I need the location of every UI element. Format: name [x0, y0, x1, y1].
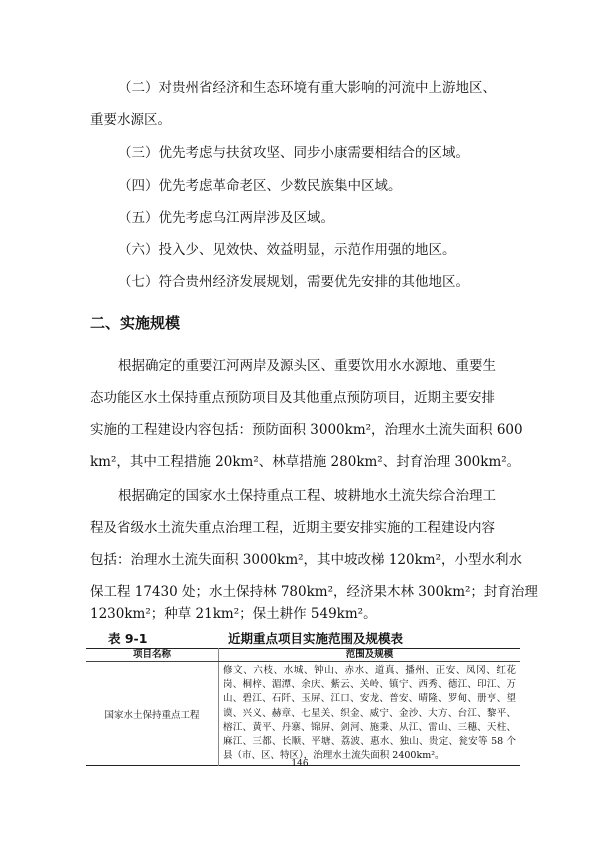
table-header-name: 项目名称 [86, 649, 219, 662]
para2-line-2: 程及省级水土流失重点治理工程，近期主要安排实施的工程建设内容 [90, 520, 495, 536]
para1-line-2: 态功能区水土保持重点预防项目及其他重点预防项目，近期主要安排 [90, 390, 495, 406]
table-cell-project-name: 国家水土保持重点工程 [86, 662, 219, 766]
para2-line-4: 保工程 17430 处；水土保持林 780km²，经济果木林 300km²；封育治理 [90, 584, 538, 600]
para2-line-3: 包括：治理水土流失面积 3000km²，其中坡改梯 120km²，小型水利水 [90, 552, 522, 568]
table-row [86, 662, 520, 766]
para1-line-3: 实施的工程建设内容包括：预防面积 3000km²，治理水土流失面积 600 [90, 422, 523, 438]
criteria-5: （五）优先考虑乌江两岸涉及区域。 [118, 210, 334, 226]
criteria-3: （三）优先考虑与扶贫攻坚、同步小康需要相结合的区域。 [118, 145, 469, 161]
scope-table [86, 648, 520, 766]
criteria-2-line-1: （二）对贵州省经济和生态环境有重大影响的河流中上游地区、 [118, 80, 496, 96]
criteria-7: （七）符合贵州经济发展规划，需要优先安排的其他地区。 [118, 274, 469, 290]
criteria-2-line-2: 重要水源区。 [90, 112, 171, 128]
para1-line-4: km²，其中工程措施 20km²、林草措施 280km²、封育治理 300km²。 [90, 454, 521, 470]
para1-line-1: 根据确定的重要江河两岸及源头区、重要饮用水水源地、重要生 [118, 358, 496, 374]
section-heading: 二、实施规模 [90, 314, 181, 332]
para2-line-5: 1230km²；种草 21km²；保土耕作 549km²。 [90, 606, 377, 622]
para2-line-1: 根据确定的国家水土保持重点工程、坡耕地水土流失综合治理工 [118, 488, 496, 504]
table-number: 表 9-1 [108, 631, 148, 646]
table-title: 近期重点项目实施范围及规模表 [228, 631, 404, 646]
table-cell-scope: 修文、六枝、水城、钟山、赤水、道真、播州、正安、凤冈、红花岗、桐梓、湄潭、余庆、紫云、关岭、镇宁、西秀、德江、印江、万山、碧江、石阡、玉屏、江口、安龙、普安、晴隆、罗甸、册亨、望谟、兴义、赫章、七星关、织金、威宁、金沙、大方、台江、黎平、榕江、黄平、丹寨、锦屏、剑河、施秉、从江、雷山、三穗、天柱、麻江、三都、长顺、平塘、荔波、惠水、独山、贵定、瓮安等 58 个县（市、区、特区），治理水土流失面积 2400km²。 [223, 665, 516, 762]
table-header-scope: 范围及规模 [219, 649, 521, 662]
page-number: 146 [291, 759, 309, 769]
criteria-6: （六）投入少、见效快、效益明显，示范作用强的地区。 [118, 242, 456, 258]
criteria-4: （四）优先考虑革命老区、少数民族集中区域。 [118, 178, 402, 194]
